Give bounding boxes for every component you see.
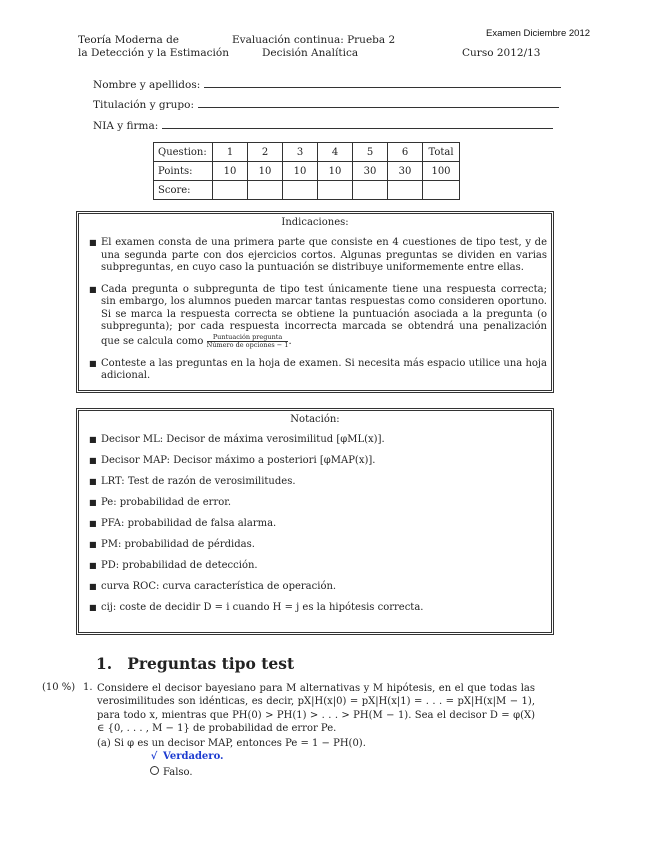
- score-cell[interactable]: [388, 181, 423, 200]
- field-degree-line[interactable]: [198, 106, 559, 108]
- question-cell: 1: [213, 143, 248, 162]
- question-cell: 4: [318, 143, 353, 162]
- notation-text: PFA: probabilidad de falsa alarma.: [101, 517, 277, 529]
- penalty-fraction: [207, 334, 289, 349]
- notation-item: [89, 496, 547, 510]
- notation-item: [89, 601, 547, 615]
- notation-title: Notación:: [290, 414, 340, 425]
- option-false[interactable]: [148, 766, 193, 778]
- points-cell-total: 100: [423, 162, 460, 181]
- subquestion-text: Si φ es un decisor MAP, entonces Pe = 1 − PH(0).: [113, 738, 366, 749]
- score-table-row-points: [154, 162, 460, 181]
- header-center-line1: Evaluación continua: Prueba 2: [232, 34, 396, 46]
- question-text: Considere el decisor bayesiano para M alternativas y M hipótesis, en el que todas las verosimilitudes son idénticas, es decir, pX|H(x|0) = pX|H(x|1) = . . . = pX|H(x|M − 1), para todo x, mientras que PH(0) > PH(1) > . . . > PH(M − 1). Sea el decisor D = φ(X) ∈ {0, . . . , M − 1} de probabilidad de error Pe.: [97, 683, 535, 734]
- question-cell: 3: [283, 143, 318, 162]
- header-exam-name: [232, 34, 395, 60]
- bullet-icon: ■: [89, 284, 97, 294]
- fraction-numerator: Puntuación pregunta: [207, 334, 289, 342]
- option-label: Falso.: [163, 766, 193, 778]
- notation-item: [89, 454, 547, 468]
- score-table: [153, 142, 460, 200]
- bullet-icon: ■: [89, 434, 97, 444]
- notation-text: PD: probabilidad de detección.: [101, 559, 258, 571]
- notation-text: Pe: probabilidad de error.: [101, 496, 232, 508]
- notation-text: Decisor ML: Decisor de máxima verosimilitud [φML(x)].: [101, 433, 385, 445]
- bullet-icon: ■: [89, 560, 97, 570]
- notation-text: curva ROC: curva característica de operación.: [101, 580, 337, 592]
- score-cell[interactable]: [283, 181, 318, 200]
- notation-item: [89, 580, 547, 594]
- points-cell: 10: [318, 162, 353, 181]
- header-center-line2: Decisión Analítica: [262, 47, 359, 59]
- field-name-line[interactable]: [204, 86, 561, 88]
- bullet-icon: ■: [89, 476, 97, 486]
- notation-text: cij: coste de decidir D = i cuando H = j es la hipótesis correcta.: [101, 601, 424, 613]
- bullet-icon: ■: [89, 518, 97, 528]
- notation-box: [76, 408, 554, 635]
- row-header: Score:: [154, 181, 213, 200]
- question-cell: 2: [248, 143, 283, 162]
- points-cell: 10: [283, 162, 318, 181]
- bullet-icon: ■: [89, 238, 97, 247]
- notation-item: [89, 559, 547, 573]
- instructions-box: [76, 211, 554, 393]
- subquestion: [97, 738, 366, 749]
- score-cell[interactable]: [353, 181, 388, 200]
- question-cell-total: Total: [423, 143, 460, 162]
- instruction-text: Conteste a las preguntas en la hoja de examen. Si necesita más espacio utilice una hoja adicional.: [101, 357, 547, 381]
- instruction-text: Cada pregunta o subpregunta de tipo test únicamente tiene una respuesta correcta; sin embargo, los alumnos pueden marcar tantas respuestas como consideren oportuno. Si se marca la respuesta correcta se obtiene la puntuación asociada a la pregunta (o subpregunta); por cada respuesta incorrecta marcada se obtendrá una penalización que se calcula como: [101, 283, 547, 347]
- score-cell-total[interactable]: [423, 181, 460, 200]
- bullet-icon: ■: [89, 539, 97, 549]
- option-true[interactable]: [148, 751, 224, 762]
- field-nia[interactable]: [93, 120, 553, 132]
- notation-item: [89, 517, 547, 531]
- instruction-text: El examen consta de una primera parte que consiste en 4 cuestiones de tipo test, y de una segunda parte con dos ejercicios cortos. Algunas preguntas se dividen en varias subpreguntas, en cuyo caso la puntuación se distribuye uniformemente entre ellas.: [101, 237, 547, 273]
- exam-tag: Examen Diciembre 2012: [486, 28, 591, 39]
- notation-item: [89, 433, 547, 447]
- notation-item: [89, 475, 547, 489]
- score-table-row-score: [154, 181, 460, 200]
- instructions-title: Indicaciones:: [281, 217, 349, 228]
- header-year: Curso 2012/13: [462, 47, 541, 59]
- field-nia-line[interactable]: [162, 127, 553, 129]
- instruction-item: [89, 237, 547, 275]
- points-cell: 30: [388, 162, 423, 181]
- row-header: Question:: [154, 143, 213, 162]
- notation-text: Decisor MAP: Decisor máximo a posteriori [φMAP(x)].: [101, 454, 376, 466]
- checkmark-icon: √: [150, 751, 158, 762]
- bullet-icon: ■: [89, 497, 97, 507]
- field-degree[interactable]: [93, 99, 559, 111]
- section-heading: [96, 654, 294, 673]
- points-cell: 10: [248, 162, 283, 181]
- option-label: Verdadero.: [163, 751, 224, 762]
- header-left-line2: la Detección y la Estimación: [78, 47, 229, 59]
- section-number: 1.: [96, 654, 113, 673]
- header-left-line1: Teoría Moderna de: [78, 34, 180, 46]
- instruction-item: ■ Cada pregunta o subpregunta de tipo test únicamente tiene una respuesta correcta; sin embargo, los alumnos pueden marcar tantas respuestas como consideren oportuno. Si se marca la respuesta correcta se obtiene la puntuación asociada a la pregunta (o subpregunta); por cada respuesta incorrecta marcada se obtendrá una penalización que se calcula como $\frac{\text{Puntuación pregunta}}{\text{Número de opciones − 1}}$ .: [89, 283, 547, 349]
- instructions-list: [79, 237, 551, 383]
- question-cell: 6: [388, 143, 423, 162]
- field-name[interactable]: [93, 79, 561, 91]
- score-cell[interactable]: [248, 181, 283, 200]
- notation-text: LRT: Test de razón de verosimilitudes.: [101, 475, 296, 487]
- notation-list: [79, 434, 551, 615]
- fraction-denominator: Número de opciones − 1: [206, 340, 289, 349]
- notation-item: [89, 538, 547, 552]
- bullet-icon: ■: [89, 602, 97, 612]
- field-nia-label: NIA y firma:: [93, 120, 159, 132]
- question-cell: 5: [353, 143, 388, 162]
- score-cell[interactable]: [213, 181, 248, 200]
- bullet-icon: ■: [89, 455, 97, 465]
- notation-text: PM: probabilidad de pérdidas.: [101, 538, 255, 550]
- row-header: Points:: [154, 162, 213, 181]
- score-cell[interactable]: [318, 181, 353, 200]
- score-table-row-question: [154, 143, 460, 162]
- points-cell: 30: [353, 162, 388, 181]
- radio-circle-icon: [148, 766, 160, 778]
- question-percent: (10 %): [42, 682, 76, 693]
- field-name-label: Nombre y apellidos:: [93, 79, 201, 91]
- bullet-icon: ■: [89, 358, 97, 368]
- points-cell: 10: [213, 162, 248, 181]
- bullet-icon: ■: [89, 581, 97, 591]
- field-degree-label: Titulación y grupo:: [93, 99, 194, 111]
- instruction-item: [89, 357, 547, 383]
- subquestion-label: (a): [97, 738, 111, 749]
- header-course-name: [78, 34, 229, 60]
- section-title: Preguntas tipo test: [127, 654, 295, 673]
- question-number: 1.: [83, 682, 93, 693]
